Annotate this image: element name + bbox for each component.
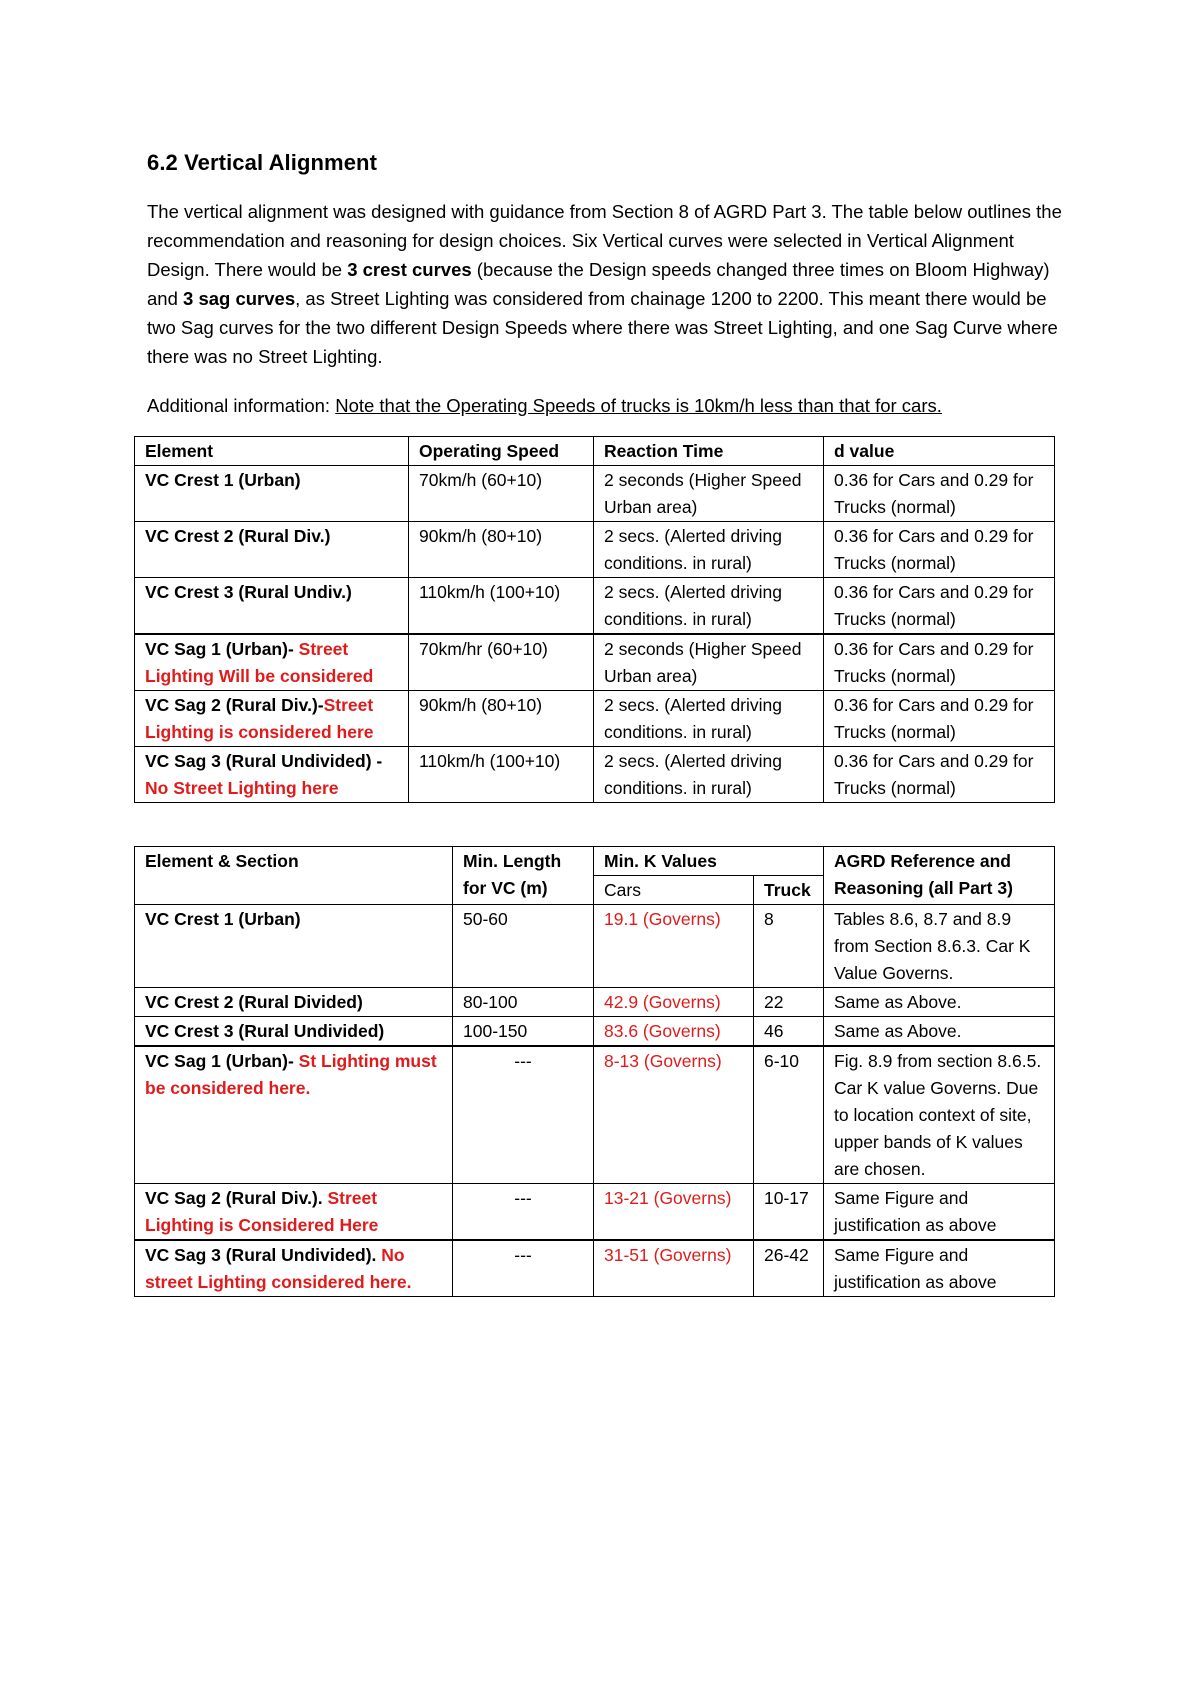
k-values-table: [134, 846, 1055, 1297]
element-note: No street Lighting considered here.: [145, 1245, 412, 1292]
table-row: [135, 1046, 1055, 1184]
table-row: [135, 1184, 1055, 1241]
agrd-cell: Same Figure and justification as above: [824, 1240, 1055, 1297]
table-row: [135, 691, 1055, 747]
reaction-cell: 2 seconds (Higher Speed Urban area): [594, 634, 824, 691]
truck-k-cell: 10-17: [754, 1184, 824, 1241]
length-cell: 50-60: [453, 905, 594, 988]
d-value-cell: 0.36 for Cars and 0.29 for Trucks (normal): [824, 522, 1055, 578]
table1-header-row: [135, 437, 1055, 466]
reaction-cell: 2 secs. (Alerted driving conditions. in rural): [594, 691, 824, 747]
additional-label: Additional information:: [147, 395, 336, 416]
cars-k-cell: 42.9 (Governs): [594, 988, 754, 1017]
reaction-cell: 2 secs. (Alerted driving conditions. in rural): [594, 578, 824, 635]
element-cell: [135, 905, 453, 988]
element-text: VC Sag 1 (Urban)-: [145, 1051, 299, 1071]
truck-k-cell: 26-42: [754, 1240, 824, 1297]
element-cell: [135, 1240, 453, 1297]
element-cell: [135, 578, 409, 635]
table2-header-truck: Truck: [754, 876, 824, 905]
speed-cell: 110km/h (100+10): [409, 578, 594, 635]
agrd-cell: Same as Above.: [824, 988, 1055, 1017]
element-text: VC Crest 3 (Rural Undiv.): [145, 582, 352, 602]
element-note: Street Lighting is considered here: [145, 695, 374, 742]
length-cell: ---: [453, 1046, 594, 1184]
length-cell: 100-150: [453, 1017, 594, 1047]
element-cell: [135, 1046, 453, 1184]
truck-k-cell: 6-10: [754, 1046, 824, 1184]
table1-header-element: Element: [135, 437, 409, 466]
element-cell: [135, 747, 409, 803]
truck-k-cell: 8: [754, 905, 824, 988]
cars-k-cell: 83.6 (Governs): [594, 1017, 754, 1047]
element-text: VC Crest 1 (Urban): [145, 909, 301, 929]
element-text: VC Sag 1 (Urban)-: [145, 639, 299, 659]
element-note: No Street Lighting here: [145, 778, 339, 798]
table-row: [135, 634, 1055, 691]
intro-text-2: (because the Design speeds changed three times on Bloom Highway) and: [147, 259, 1050, 309]
reaction-cell: 2 seconds (Higher Speed Urban area): [594, 466, 824, 522]
table2-header-agrd: AGRD Reference and Reasoning (all Part 3): [824, 847, 1055, 905]
element-text: VC Sag 2 (Rural Div.)-: [145, 695, 324, 715]
length-cell: ---: [453, 1240, 594, 1297]
table-row: [135, 988, 1055, 1017]
reaction-cell: 2 secs. (Alerted driving conditions. in rural): [594, 747, 824, 803]
cars-k-cell: 19.1 (Governs): [594, 905, 754, 988]
cars-k-cell: 31-51 (Governs): [594, 1240, 754, 1297]
agrd-cell: Fig. 8.9 from section 8.6.5. Car K value Governs. Due to location context of site, upper bands of K values are chosen.: [824, 1046, 1055, 1184]
table-row: [135, 1240, 1055, 1297]
table-row: [135, 578, 1055, 635]
d-value-cell: 0.36 for Cars and 0.29 for Trucks (normal): [824, 691, 1055, 747]
table2-header-cars: Cars: [594, 876, 754, 905]
element-text: VC Sag 3 (Rural Undivided) -: [145, 751, 383, 771]
element-text: VC Sag 3 (Rural Undivided).: [145, 1245, 382, 1265]
table-row: [135, 466, 1055, 522]
intro-text-3: , as Street Lighting was considered from chainage 1200 to 2200. This meant there would be two Sag curves for the two different Design Speeds where there was Street Lighting, and one Sag Curve where there was no Street Lighting.: [147, 288, 1058, 367]
speed-cell: 70km/h (60+10): [409, 466, 594, 522]
length-cell: 80-100: [453, 988, 594, 1017]
intro-text-1: The vertical alignment was designed with guidance from Section 8 of AGRD Part 3. The table below outlines the recommendation and reasoning for design choices. Six Vertical curves were selected in Vertical Alignment Design. There would be: [147, 201, 1062, 280]
element-cell: [135, 634, 409, 691]
element-text: VC Crest 2 (Rural Div.): [145, 526, 331, 546]
intro-bold-sag: 3 sag curves: [183, 288, 296, 309]
speed-cell: 90km/h (80+10): [409, 691, 594, 747]
element-note: St Lighting must be considered here.: [145, 1051, 437, 1098]
operating-speed-table: [134, 436, 1055, 803]
element-cell: [135, 466, 409, 522]
element-cell: [135, 988, 453, 1017]
speed-cell: 90km/h (80+10): [409, 522, 594, 578]
section-heading: 6.2 Vertical Alignment: [147, 150, 378, 175]
element-text: VC Sag 2 (Rural Div.).: [145, 1188, 328, 1208]
cars-k-cell: 8-13 (Governs): [594, 1046, 754, 1184]
table2-header-element: Element & Section: [135, 847, 453, 905]
truck-k-cell: 46: [754, 1017, 824, 1047]
table1-header-speed: Operating Speed: [409, 437, 594, 466]
element-text: VC Crest 1 (Urban): [145, 470, 301, 490]
table2-header-min-length: Min. Length for VC (m): [453, 847, 594, 905]
agrd-cell: Tables 8.6, 8.7 and 8.9 from Section 8.6.3. Car K Value Governs.: [824, 905, 1055, 988]
agrd-cell: Same as Above.: [824, 1017, 1055, 1047]
table1-header-reaction: Reaction Time: [594, 437, 824, 466]
d-value-cell: 0.36 for Cars and 0.29 for Trucks (normal): [824, 466, 1055, 522]
table-row: [135, 1017, 1055, 1047]
element-note: Street Lighting is Considered Here: [145, 1188, 379, 1235]
length-cell: ---: [453, 1184, 594, 1241]
truck-k-cell: 22: [754, 988, 824, 1017]
reaction-cell: 2 secs. (Alerted driving conditions. in rural): [594, 522, 824, 578]
speed-cell: 70km/hr (60+10): [409, 634, 594, 691]
intro-bold-crest: 3 crest curves: [347, 259, 472, 280]
d-value-cell: 0.36 for Cars and 0.29 for Trucks (normal): [824, 634, 1055, 691]
d-value-cell: 0.36 for Cars and 0.29 for Trucks (normal): [824, 578, 1055, 635]
element-cell: [135, 1184, 453, 1241]
additional-information: [147, 394, 1067, 418]
agrd-cell: Same Figure and justification as above: [824, 1184, 1055, 1241]
table-row: [135, 522, 1055, 578]
element-text: VC Crest 3 (Rural Undivided): [145, 1021, 385, 1041]
table2-header-min-k: Min. K Values: [594, 847, 824, 876]
element-cell: [135, 691, 409, 747]
additional-note: Note that the Operating Speeds of trucks is 10km/h less than that for cars.: [335, 395, 942, 416]
element-cell: [135, 1017, 453, 1047]
element-text: VC Crest 2 (Rural Divided): [145, 992, 363, 1012]
intro-paragraph: [147, 197, 1067, 371]
cars-k-cell: 13-21 (Governs): [594, 1184, 754, 1241]
table-row: [135, 905, 1055, 988]
speed-cell: 110km/h (100+10): [409, 747, 594, 803]
table1-header-d: d value: [824, 437, 1055, 466]
table-row: [135, 747, 1055, 803]
element-cell: [135, 522, 409, 578]
d-value-cell: 0.36 for Cars and 0.29 for Trucks (normal): [824, 747, 1055, 803]
element-note: Street Lighting Will be considered: [145, 639, 374, 686]
table2-header-row: [135, 847, 1055, 876]
